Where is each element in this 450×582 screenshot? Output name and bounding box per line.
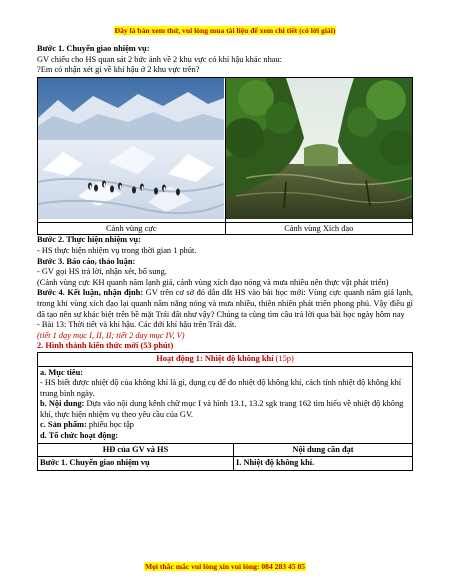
product-paragraph (40, 420, 410, 431)
row1-col2: I. Nhiệt độ không khí. (234, 457, 413, 471)
step4-title: Bước 4. Kết luận, nhận định: (37, 288, 144, 298)
org-title: d. Tổ chức hoạt động: (40, 431, 119, 441)
activity-table (37, 352, 413, 471)
step3-line2: (Cảnh vùng cực KH quanh năm lạnh giá, cảnh vùng xích đạo nóng và mưa nhiều nên thực vật phát triển) (37, 277, 389, 287)
content-label: b. Nội dung: (40, 399, 85, 409)
step3-title: Bước 3. Báo cáo, thảo luận: (37, 256, 136, 266)
step4-paragraph (37, 288, 413, 320)
step2-title: Bước 2. Thực hiện nhiệm vụ: (37, 235, 141, 245)
polar-caption: Cảnh vùng cực (38, 223, 226, 235)
document-body (37, 44, 413, 471)
content-paragraph (40, 399, 410, 420)
activity-title: Hoạt động 1: Nhiệt độ không khí (156, 353, 274, 363)
goal-title: a. Mục tiêu: (40, 367, 84, 377)
periods-note: (tiết 1 dạy mục I, II, II; tiết 2 dạy mục IV, V) (37, 330, 185, 340)
step3-line1: - GV gọi HS trả lời, nhận xét, bổ sung. (37, 267, 167, 277)
step1-title: Bước 1. Chuyển giao nhiệm vụ: (37, 44, 150, 53)
contact-banner: Mọi thắc mắc vui lòng xin vui lòng: 084 283 45 85 (144, 562, 306, 571)
content-text: Dựa vào nội dung kênh chữ mục I và hình 13.1, 13.2 sgk trang 162 tìm hiểu về nhiệt độ không khí, thực hiện nhiệm vụ theo yêu cầu của GV. (40, 399, 404, 419)
section2-title: 2. Hình thành kiến thức mới (53 phút) (37, 341, 174, 351)
goal-text: - HS biết được nhiệt độ của không khí là gì, dụng cụ để đo nhiệt độ không khí, cách tính nhiệt độ không khí trung bình ngày. (40, 378, 402, 398)
activity-duration: (15p) (273, 353, 294, 363)
col1-header: HĐ của GV và HS (38, 443, 234, 457)
activity-title-cell (38, 352, 413, 366)
col2-header: Nội dung cần đạt (234, 443, 413, 457)
image-table (37, 77, 413, 236)
polar-landscape-image (38, 78, 224, 219)
lesson-title: - Bài 13: Thời tiết và khí hậu. Các đới khí hậu trên Trái đất. (37, 320, 237, 330)
product-label: c. Sản phẩm: (40, 420, 87, 430)
activity-details-cell (38, 366, 413, 443)
step1-line1: GV chiếu cho HS quan sát 2 bức ảnh về 2 khu vực có khí hậu khác nhau: (37, 54, 282, 64)
equator-image-cell (225, 77, 413, 223)
tropical-river-image (226, 78, 412, 219)
polar-image-cell (38, 77, 226, 223)
preview-banner: Đây là bản xem thử, vui lòng mua tài liệu để xem chi tiết (có lời giải) (114, 26, 336, 35)
row1-col1: Bước 1. Chuyển giao nhiệm vụ (38, 457, 234, 471)
step1-line2: ?Em có nhận xét gì về khí hậu ở 2 khu vực trên? (37, 65, 200, 75)
step2-line1: - HS thực hiện nhiệm vụ trong thời gian 1 phút. (37, 245, 197, 255)
step4-text: GV trên cơ sở đó dẫn dắt HS vào bài học mới: Vùng cực quanh năm giá lạnh, trong khi vùng xích đạo lại quanh năm nắng nóng và mưa nhiều, thiên nhiên phát triển phong phú. Vậy điều gì đã tạo nên sự khác biệt trên bề mặt Trái đất như vậy? Chúng ta cùng tìm câu trả lời qua bài học ngày hôm nay (37, 288, 413, 319)
equator-caption: Cảnh vùng Xích đạo (225, 223, 413, 235)
product-text: phiếu học tập (86, 420, 134, 430)
